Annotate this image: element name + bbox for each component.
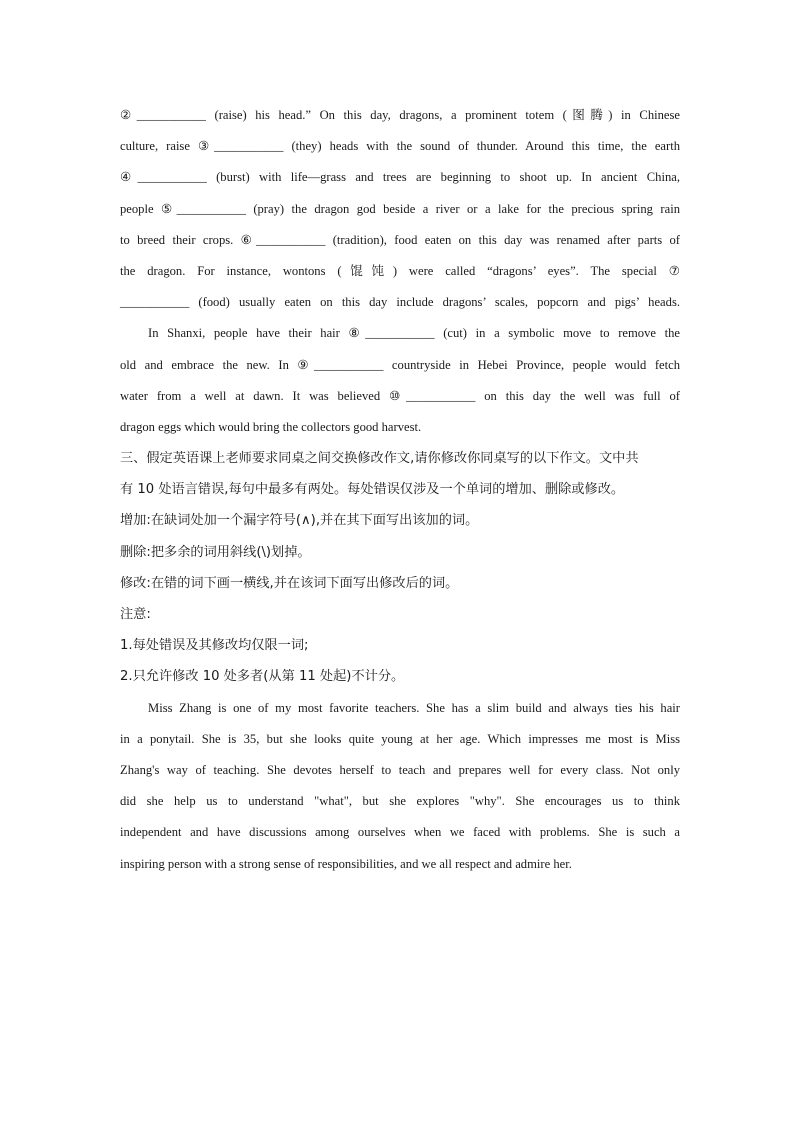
passage-line: ④___________ (burst) with life—grass and trees are beginning to shoot up. In ancient China,: [120, 170, 680, 185]
passage-line: dragon eggs which would bring the collectors good harvest.: [120, 419, 422, 434]
section-3-instructions: [120, 443, 680, 693]
section-heading: 三、假定英语课上老师要求同桌之间交换修改作文,请你修改你同桌写的以下作文。文中共: [120, 451, 639, 467]
essay-passage: [120, 693, 680, 880]
passage-line: people ⑤___________ (pray) the dragon god beside a river or a lake for the precious spring rain: [120, 201, 680, 216]
passage-line: old and embrace the new. In ⑨___________ countryside in Hebei Province, people would fetch: [120, 357, 680, 372]
instruction-line: 有 10 处语言错误,每句中最多有两处。每处错误仅涉及一个单词的增加、删除或修改。: [120, 482, 625, 498]
note-heading: 注意:: [120, 607, 151, 622]
note-item: 2.只允许修改 10 处多者(从第 11 处起)不计分。: [120, 669, 405, 685]
essay-line: did she help us to understand "what", but she explores "why". She encourages us to think: [120, 794, 680, 809]
passage-line: ②___________ (raise) his head.” On this day, dragons, a prominent totem (图腾) in Chinese: [120, 108, 680, 122]
instruction-add: 增加:在缺词处加一个漏字符号(∧),并在其下面写出该加的词。: [120, 513, 479, 529]
essay-line: inspiring person with a strong sense of responsibilities, and we all respect and admire her.: [120, 856, 572, 871]
instruction-modify: 修改:在错的词下画一横线,并在该词下面写出修改后的词。: [120, 575, 459, 591]
instruction-delete: 删除:把多余的词用斜线(\)划掉。: [120, 544, 311, 560]
document-body: [120, 100, 680, 880]
passage-line: culture, raise ③___________ (they) heads with the sound of thunder. Around this time, the earth: [120, 139, 680, 154]
cloze-passage: [120, 100, 680, 443]
passage-line: water from a well at dawn. It was believed ⑩___________ on this day the well was full of: [120, 388, 680, 403]
passage-line: ___________ (food) usually eaten on this day include dragons’ scales, popcorn and pigs’ heads.: [120, 295, 680, 310]
essay-line: Miss Zhang is one of my most favorite teachers. She has a slim build and always ties his hair: [148, 700, 680, 715]
passage-line: In Shanxi, people have their hair ⑧___________ (cut) in a symbolic move to remove the: [148, 326, 680, 341]
passage-line: the dragon. For instance, wontons (馄饨) were called “dragons’ eyes”. The special ⑦: [120, 263, 680, 278]
essay-line: Zhang's way of teaching. She devotes herself to teach and prepares well for every class. Not only: [120, 762, 680, 777]
passage-line: to breed their crops. ⑥___________ (tradition), food eaten on this day was renamed after parts of: [120, 232, 680, 247]
essay-line: in a ponytail. She is 35, but she looks quite young at her age. Which impresses me most is Miss: [120, 731, 680, 746]
essay-line: independent and have discussions among ourselves when we faced with problems. She is such a: [120, 825, 680, 840]
note-item: 1.每处错误及其修改均仅限一词;: [120, 638, 309, 654]
